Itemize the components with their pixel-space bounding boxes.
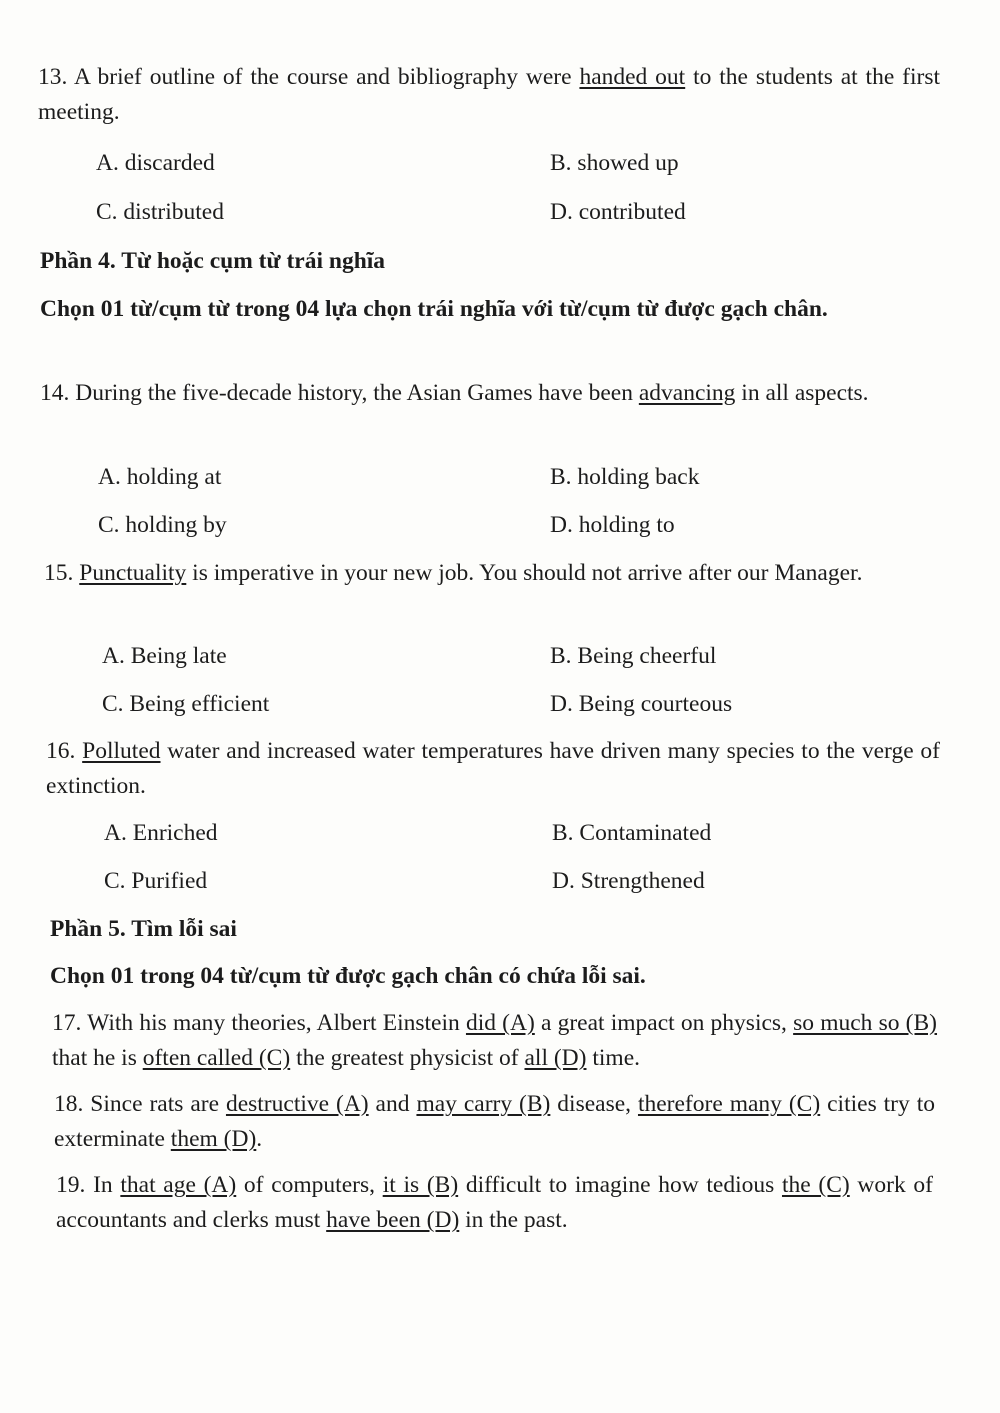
question-14-underlined: advancing — [638, 380, 736, 406]
question-15-option-d[interactable]: D. Being courteous — [550, 691, 733, 717]
question-18-part-c[interactable]: therefore many (C) — [637, 1091, 821, 1117]
question-16 — [46, 734, 940, 804]
question-13 — [38, 60, 940, 130]
question-14-option-d[interactable]: D. holding to — [550, 512, 675, 538]
question-13-underlined: handed out — [579, 64, 686, 90]
question-16-text-a: 16. — [46, 738, 83, 764]
question-19-text-5: in the past. — [459, 1207, 568, 1233]
question-18-text-2: and — [368, 1091, 417, 1117]
question-15 — [44, 556, 940, 591]
question-15-text-b: is imperative in your new job. You should not arrive after our Manager. — [186, 560, 863, 586]
question-15-underlined: Punctuality — [79, 560, 187, 586]
question-14-text-b: in all aspects. — [735, 380, 869, 406]
question-19-text-4: work of accountants and clerks must — [56, 1172, 934, 1233]
question-18-part-a[interactable]: destructive (A) — [225, 1091, 369, 1117]
question-19 — [56, 1168, 933, 1238]
question-19-part-b[interactable]: it is (B) — [382, 1172, 459, 1198]
question-13-option-a[interactable]: A. discarded — [96, 150, 215, 176]
question-14-option-c[interactable]: C. holding by — [98, 512, 227, 538]
question-19-text-3: difficult to imagine how tedious — [458, 1172, 782, 1198]
question-15-option-c[interactable]: C. Being efficient — [102, 691, 270, 717]
question-13-text-a: 13. A brief outline of the course and bibliography were — [38, 64, 580, 90]
question-13-option-b[interactable]: B. showed up — [550, 150, 679, 176]
question-19-part-c[interactable]: the (C) — [781, 1172, 850, 1198]
question-16-text-b: water and increased water temperatures have driven many species to the verge of extinction. — [46, 738, 940, 799]
part-4-title: Phần 4. Từ hoặc cụm từ trái nghĩa — [40, 248, 386, 274]
question-16-option-c[interactable]: C. Purified — [104, 868, 208, 894]
question-14-option-a[interactable]: A. holding at — [98, 464, 222, 490]
question-18 — [54, 1087, 935, 1157]
question-18-text-3: disease, — [550, 1091, 638, 1117]
question-17-text-1: 17. With his many theories, Albert Einstein — [52, 1010, 466, 1036]
question-14 — [40, 376, 940, 411]
question-15-option-a[interactable]: A. Being late — [102, 643, 227, 669]
question-17-part-a[interactable]: did (A) — [465, 1010, 535, 1036]
question-17-text-2: a great impact on physics, — [534, 1010, 794, 1036]
question-18-text-4: cities try to exterminate — [54, 1091, 935, 1152]
question-19-text-1: 19. In — [56, 1172, 121, 1198]
question-16-option-a[interactable]: A. Enriched — [104, 820, 218, 846]
question-17-part-d[interactable]: all (D) — [524, 1045, 587, 1071]
question-19-part-d[interactable]: have been (D) — [326, 1207, 460, 1233]
question-19-part-a[interactable]: that age (A) — [120, 1172, 237, 1198]
question-17-part-c[interactable]: often called (C) — [142, 1045, 291, 1071]
question-15-option-b[interactable]: B. Being cheerful — [550, 643, 717, 669]
question-13-option-c[interactable]: C. distributed — [96, 199, 224, 225]
question-13-option-d[interactable]: D. contributed — [550, 199, 686, 225]
question-18-part-d[interactable]: them (D) — [170, 1126, 257, 1152]
question-16-option-b[interactable]: B. Contaminated — [552, 820, 712, 846]
question-14-text-a: 14. During the five-decade history, the Asian Games have been — [40, 380, 639, 406]
question-18-text-1: 18. Since rats are — [54, 1091, 226, 1117]
question-17 — [52, 1006, 937, 1076]
question-14-option-b[interactable]: B. holding back — [550, 464, 700, 490]
question-17-text-4: the greatest physicist of — [290, 1045, 525, 1071]
question-17-text-3: that he is — [52, 1045, 143, 1071]
part-5-instruction: Chọn 01 trong 04 từ/cụm từ được gạch chân có chứa lỗi sai. — [50, 963, 646, 989]
question-16-underlined: Polluted — [82, 738, 161, 764]
question-16-option-d[interactable]: D. Strengthened — [552, 868, 705, 894]
part-4-instruction: Chọn 01 từ/cụm từ trong 04 lựa chọn trái nghĩa với từ/cụm từ được gạch chân. — [40, 296, 828, 322]
question-13-text-b: to the students at the first meeting. — [38, 64, 940, 125]
question-18-part-b[interactable]: may carry (B) — [416, 1091, 551, 1117]
question-19-text-2: of computers, — [236, 1172, 383, 1198]
question-17-part-b[interactable]: so much so (B) — [793, 1010, 938, 1036]
part-5-title: Phần 5. Tìm lỗi sai — [50, 916, 237, 942]
question-17-text-5: time. — [586, 1045, 641, 1071]
question-15-text-a: 15. — [44, 560, 80, 586]
question-18-text-5: . — [256, 1126, 263, 1152]
